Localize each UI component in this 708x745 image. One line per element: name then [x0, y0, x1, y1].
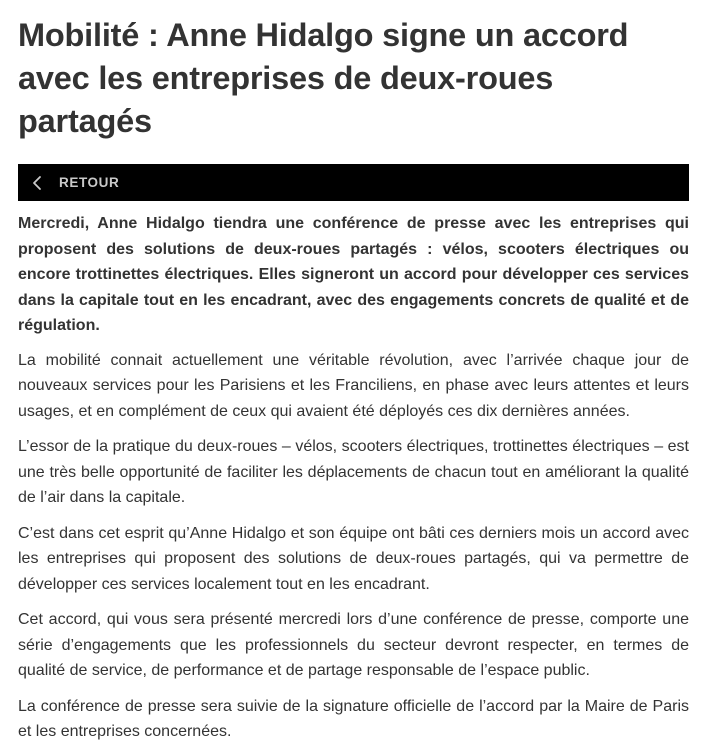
article-paragraph: Cet accord, qui vous sera présenté mercredi lors d’une conférence de presse, comporte une série d’engagements que les professionnels du secteur devront respecter, en termes de qualité de service, de performance et de partage responsable de l’espace public.	[18, 611, 689, 679]
article-paragraph: L’essor de la pratique du deux-roues – vélos, scooters électriques, trottinettes électriques – est une très belle opportunité de faciliter les déplacements de chacun tout en améliorant la qualité de l’air dans la capitale.	[18, 438, 689, 506]
article-body	[18, 211, 689, 745]
back-label: RETOUR	[59, 175, 120, 190]
chevron-left-icon	[30, 175, 44, 191]
article-paragraph: La conférence de presse sera suivie de la signature officielle de l’accord par la Maire de Paris et les entreprises concernées.	[18, 697, 689, 740]
article-paragraph: La mobilité connait actuellement une véritable révolution, avec l’arrivée chaque jour de nouveaux services pour les Parisiens et les Franciliens, en phase avec leurs attentes et leurs usages, et en complément de ceux qui avaient été déployés ces dix dernières années.	[18, 351, 689, 420]
article-title: Mobilité : Anne Hidalgo signe un accord avec les entreprises de deux-roues partagés	[18, 17, 629, 139]
back-button[interactable]	[18, 164, 689, 201]
article-paragraph: C’est dans cet esprit qu’Anne Hidalgo et son équipe ont bâti ces derniers mois un accord avec les entreprises qui proposent des solutions de deux-roues partagés, qui va permettre de développer ces services localement tout en les encadrant.	[18, 524, 689, 593]
article-lead: Mercredi, Anne Hidalgo tiendra une conférence de presse avec les entreprises qui proposent des solutions de deux-roues partagés : vélos, scooters électriques ou encore trottinettes électriques. Elles signeront un accord pour développer ces services dans la capitale tout en les encadrant, avec des engagements concrets de qualité et de régulation.	[18, 215, 689, 334]
